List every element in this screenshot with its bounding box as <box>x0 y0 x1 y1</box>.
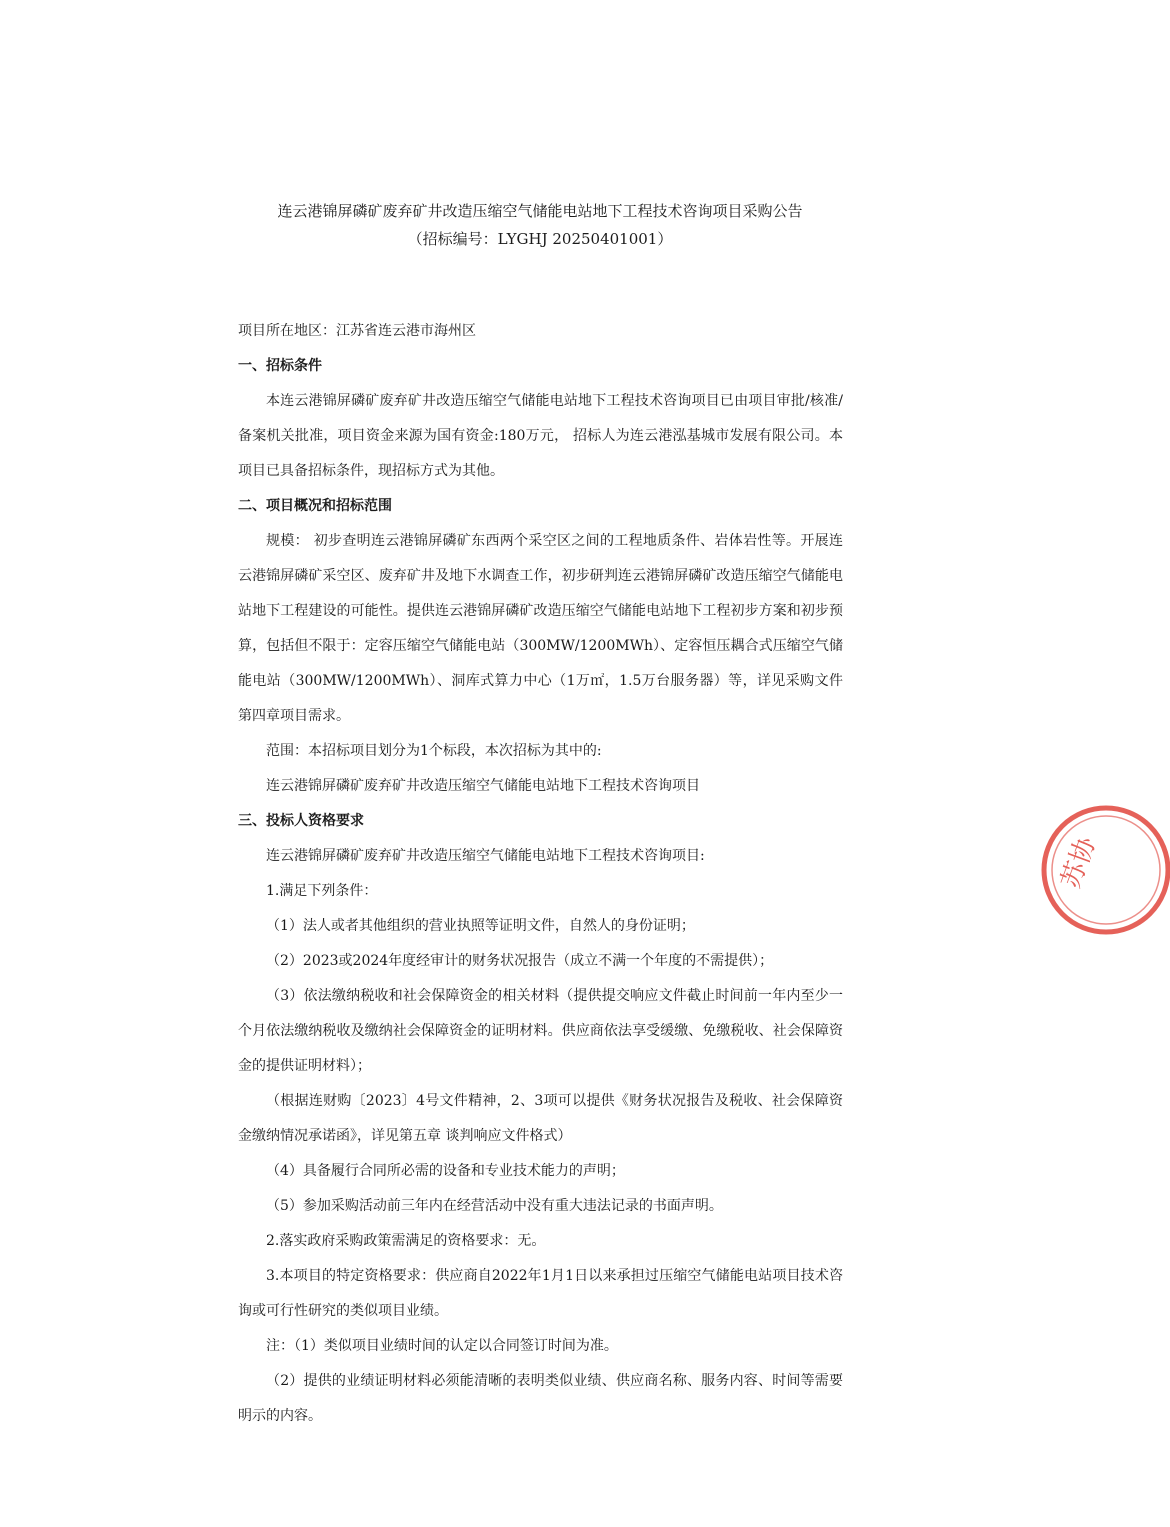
section-2-lot: 连云港锦屏磷矿废弃矿井改造压缩空气储能电站地下工程技术咨询项目 <box>266 778 700 794</box>
section-2-heading: 二、项目概况和招标范围 <box>238 498 392 514</box>
condition-4: （4）具备履行合同所必需的设备和专业技术能力的声明； <box>266 1163 625 1179</box>
condition-3: （3）依法缴纳税收和社会保障资金的相关材料（提供提交响应文件截止时间前一年内至少一个月依法缴纳税收及缴纳社会保障资金的证明材料。供应商依法享受缓缴、免缴税收、社会保障资金的提供证明材料）； <box>238 988 843 1074</box>
requirement-item-2: 2.落实政府采购政策需满足的资格要求：无。 <box>266 1233 546 1249</box>
requirement-item-1: 1.满足下列条件： <box>266 883 378 899</box>
condition-2: （2）2023或2024年度经审计的财务状况报告（成立不满一个年度的不需提供）； <box>266 953 774 969</box>
condition-5: （5）参加采购活动前三年内在经营活动中没有重大违法记录的书面声明。 <box>266 1198 723 1214</box>
note-2: （2）提供的业绩证明材料必须能清晰的表明类似业绩、供应商名称、服务内容、时间等需要明示的内容。 <box>238 1373 843 1424</box>
requirement-item-3: 3.本项目的特定资格要求：供应商自2022年1月1日以来承担过压缩空气储能电站项目技术咨询或可行性研究的类似项目业绩。 <box>238 1268 843 1319</box>
document-body <box>238 314 843 1434</box>
official-seal-stamp <box>1040 800 1170 940</box>
section-1-paragraph: 本连云港锦屏磷矿废弃矿井改造压缩空气储能电站地下工程技术咨询项目已由项目审批/核准/备案机关批准，项目资金来源为国有资金:180万元， 招标人为连云港泓基城市发展有限公司。本项目已具备招标条件，现招标方式为其他。 <box>238 393 843 479</box>
section-2-scale: 规模： 初步查明连云港锦屏磷矿东西两个采空区之间的工程地质条件、岩体岩性等。开展连云港锦屏磷矿采空区、废弃矿井及地下水调查工作，初步研判连云港锦屏磷矿改造压缩空气储能电站地下工程建设的可能性。提供连云港锦屏磷矿改造压缩空气储能电站地下工程初步方案和初步预算，包括但不限于：定容压缩空气储能电站（300MW/1200MWh）、定容恒压耦合式压缩空气储能电站（300MW/1200MWh）、洞库式算力中心（1万㎡，1.5万台服务器）等，详见采购文件第四章项目需求。 <box>238 533 843 724</box>
section-1-heading: 一、招标条件 <box>238 358 322 374</box>
condition-3-note: （根据连财购〔2023〕4号文件精神，2、3项可以提供《财务状况报告及税收、社会保障资金缴纳情况承诺函》，详见第五章 谈判响应文件格式） <box>238 1093 843 1144</box>
svg-text:苏协: 苏协 <box>1056 833 1103 893</box>
section-3-heading: 三、投标人资格要求 <box>238 813 364 829</box>
project-location: 项目所在地区：江苏省连云港市海州区 <box>238 323 476 339</box>
section-3-intro: 连云港锦屏磷矿废弃矿井改造压缩空气储能电站地下工程技术咨询项目: <box>266 848 705 864</box>
title-line-2: （招标编号：LYGHJ 20250401001） <box>407 230 673 248</box>
note-1: 注：（1）类似项目业绩时间的认定以合同签订时间为准。 <box>266 1338 618 1354</box>
document-title <box>0 197 1080 253</box>
condition-1: （1）法人或者其他组织的营业执照等证明文件，自然人的身份证明； <box>266 918 695 934</box>
title-line-1: 连云港锦屏磷矿废弃矿井改造压缩空气储能电站地下工程技术咨询项目采购公告 <box>277 202 803 220</box>
section-2-scope: 范围：本招标项目划分为1个标段，本次招标为其中的: <box>266 743 602 759</box>
